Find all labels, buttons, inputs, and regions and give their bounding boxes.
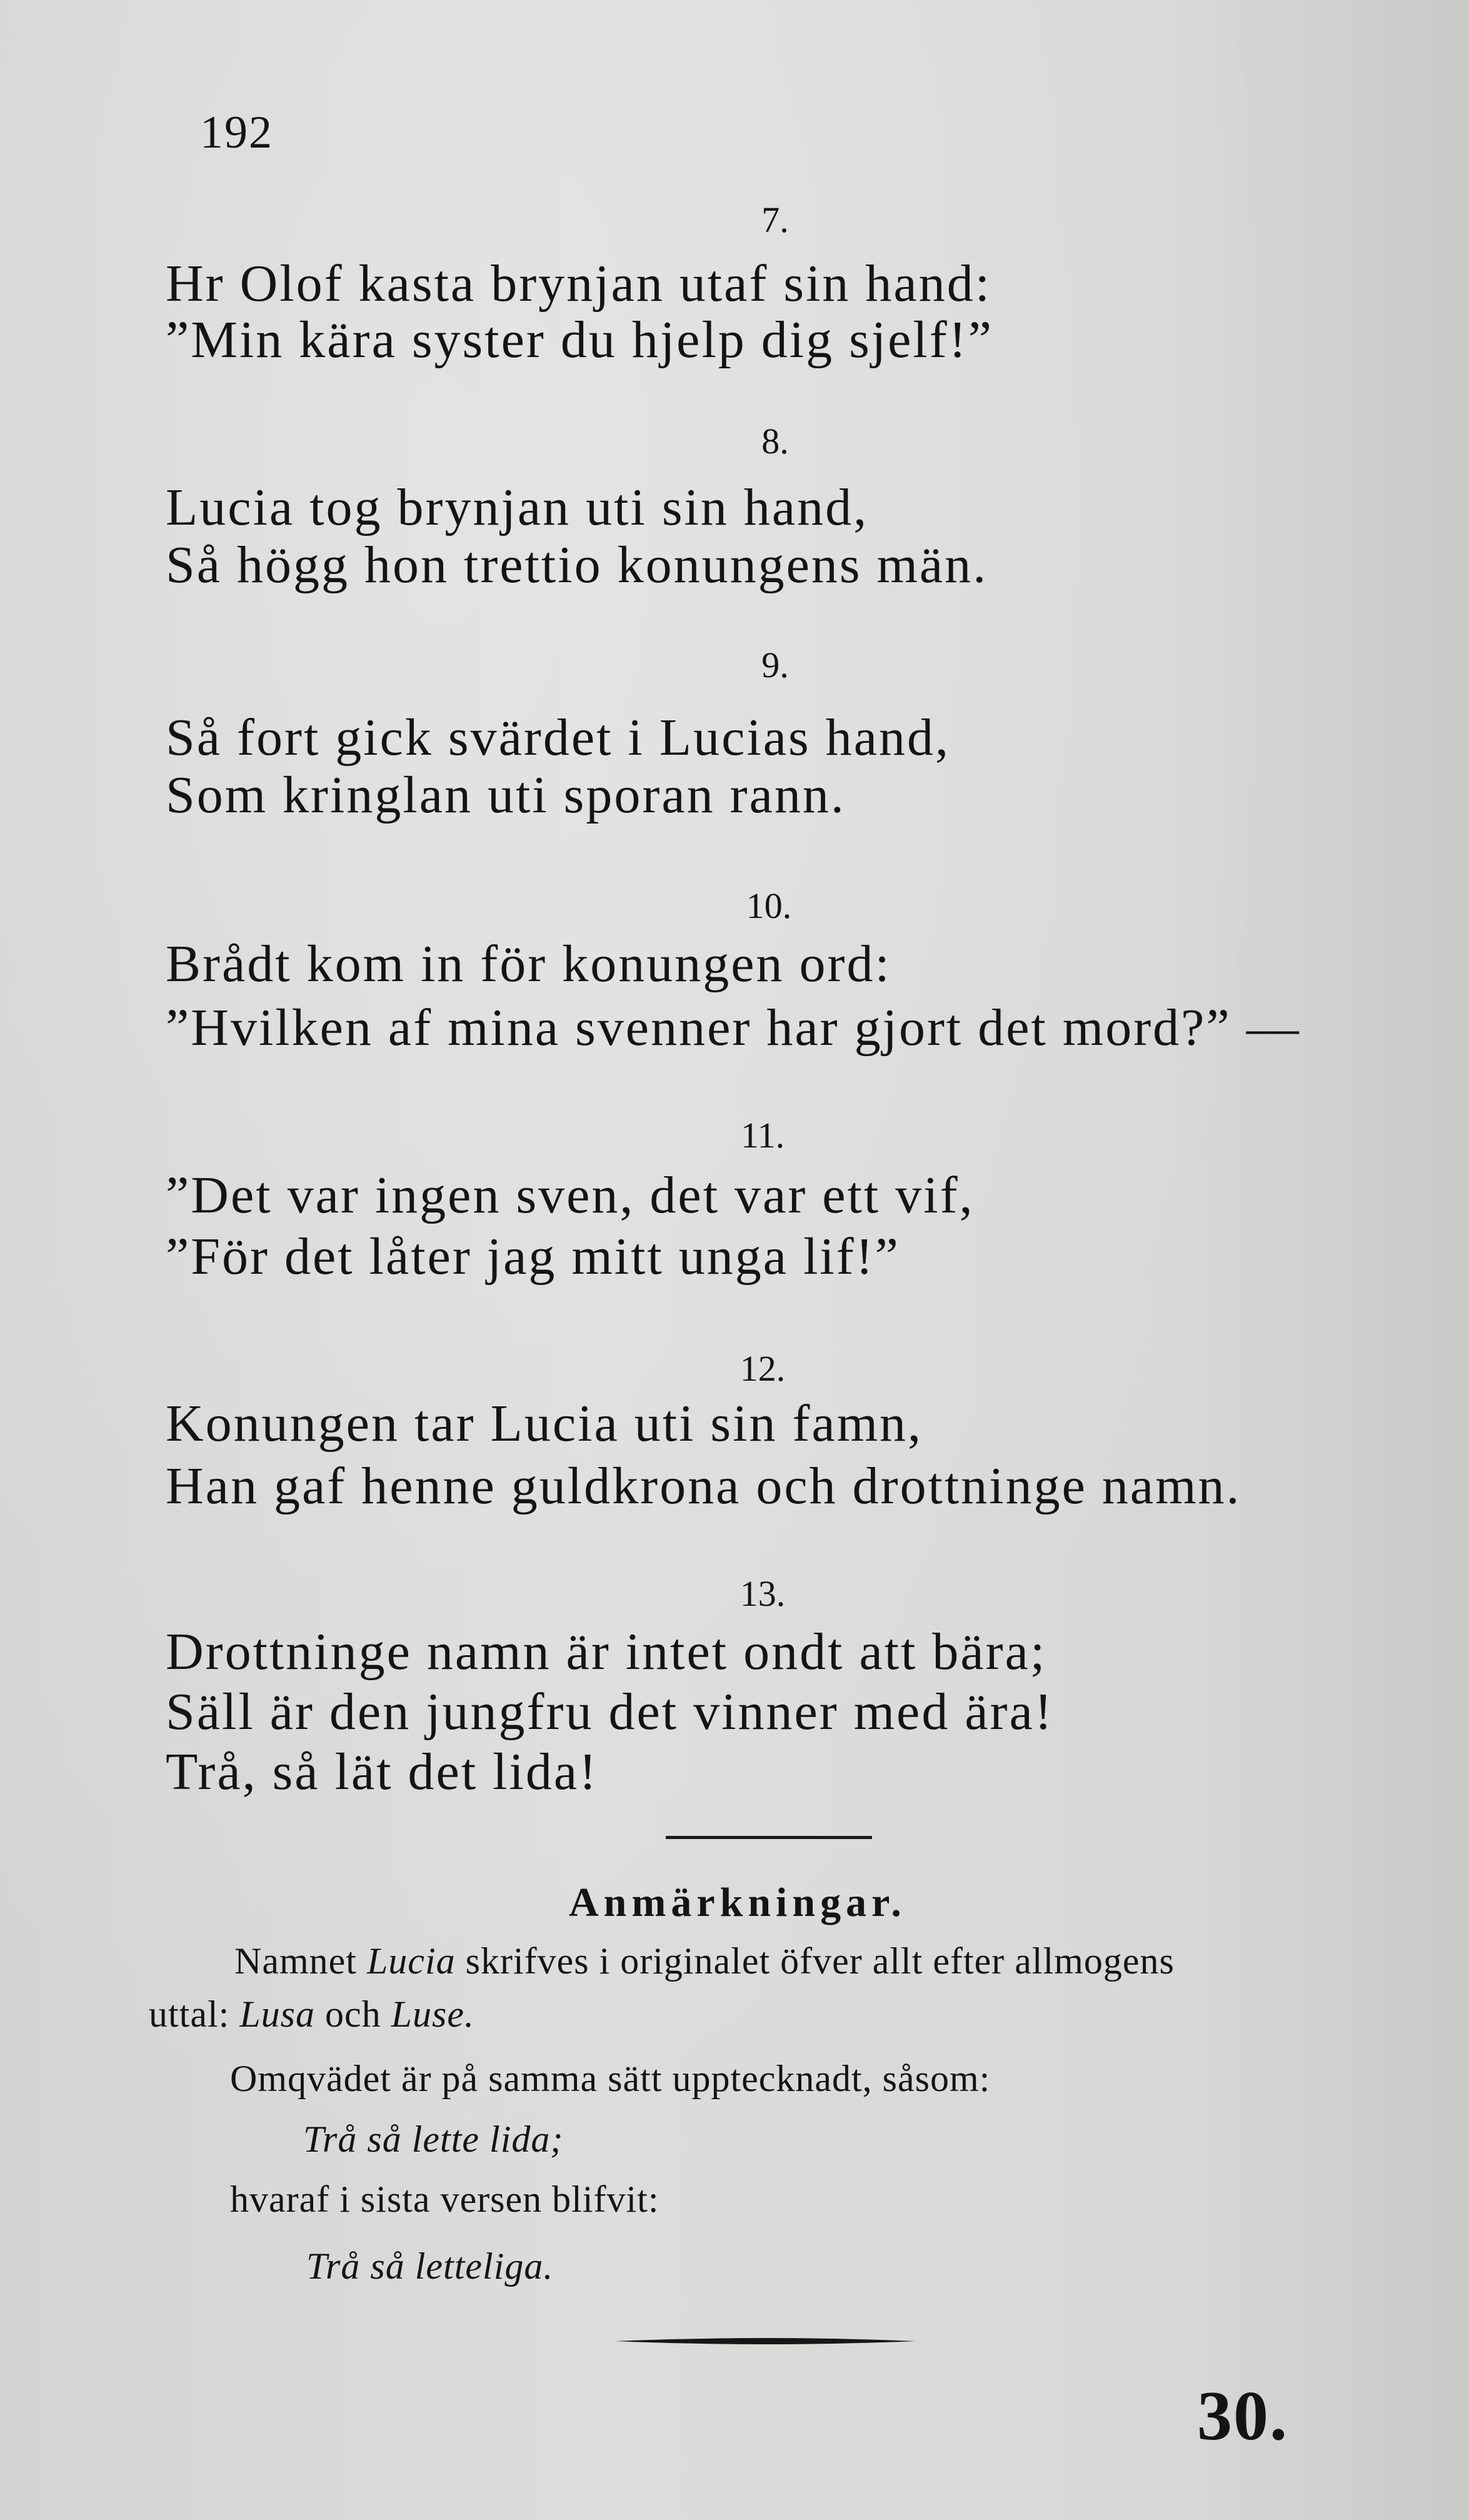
note-text: uttal:: [149, 1993, 240, 2035]
stanza-number: 12.: [740, 1348, 786, 1389]
notes-heading: Anmärkningar.: [569, 1880, 906, 1925]
stanza-number: 13.: [740, 1573, 786, 1614]
note-line: Omqvädet är på samma sätt upptecknadt, såsom:: [230, 2058, 991, 2099]
note-text: Namnet: [234, 1940, 367, 1982]
verse-line: Han gaf henne guldkrona och drottninge namn.: [166, 1457, 1241, 1515]
verse-line: Säll är den jungfru det vinner med ära!: [166, 1683, 1054, 1741]
verse-line: Som kringlan uti sporan rann.: [166, 766, 846, 824]
verse-line: ”Hvilken af mina svenner har gjort det mord?” —: [166, 999, 1301, 1057]
verse-line: ”För det låter jag mitt unga lif!”: [166, 1227, 900, 1286]
note-name-italic: Luse.: [391, 1993, 475, 2035]
note-line: [234, 1940, 1175, 1983]
note-name-italic: Lucia: [366, 1940, 456, 1982]
verse-line: Trå, så lät det lida!: [166, 1743, 599, 1801]
stanza-number: 7.: [761, 199, 789, 240]
verse-line: Så högg hon trettio konungens män.: [166, 536, 988, 594]
verse-line: Konungen tar Lucia uti sin famn,: [166, 1394, 923, 1453]
stanza-number: 10.: [746, 885, 792, 926]
note-line: hvaraf i sista versen blifvit:: [230, 2179, 659, 2220]
note-text: skrifves i originalet öfver allt efter allmogens: [455, 1940, 1175, 1982]
verse-line: ”Det var ingen sven, det var ett vif,: [166, 1166, 975, 1224]
verse-line: Lucia tog brynjan uti sin hand,: [166, 478, 869, 537]
stanza-number: 11.: [740, 1115, 785, 1156]
page-number: 192: [200, 107, 273, 158]
verse-line: Drottninge namn är intet ondt att bära;: [166, 1623, 1047, 1681]
verse-line: Så fort gick svärdet i Lucias hand,: [166, 708, 950, 767]
verse-line: Brådt kom in för konungen ord:: [166, 935, 891, 993]
note-text: och: [315, 1993, 391, 2035]
note-line: [149, 1993, 474, 2036]
stanza-number: 8.: [761, 421, 789, 461]
signature-mark: 30.: [1197, 2377, 1288, 2455]
note-refrain: Trå så letteliga.: [306, 2245, 554, 2287]
verse-line: ”Min kära syster du hjelp dig sjelf!”: [166, 311, 993, 369]
stanza-number: 9.: [761, 645, 789, 685]
ornamental-rule: [616, 2336, 916, 2346]
note-refrain: Trå så lette lida;: [303, 2119, 564, 2160]
section-divider: [666, 1836, 872, 1839]
note-name-italic: Lusa: [239, 1993, 316, 2035]
verse-line: Hr Olof kasta brynjan utaf sin hand:: [166, 255, 992, 313]
